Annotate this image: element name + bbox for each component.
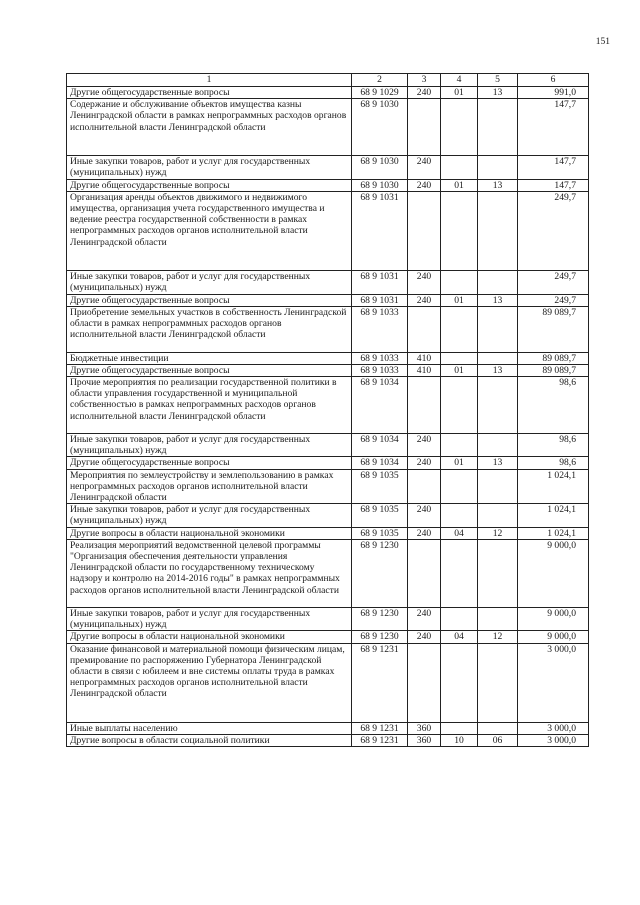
row-expense-type-cell: 240: [408, 457, 441, 469]
table-row: [67, 191, 589, 270]
table-row: [67, 608, 589, 631]
row-subsection-cell: [478, 469, 518, 504]
row-expense-type-cell: 240: [408, 631, 441, 643]
row-expense-type-cell: [408, 469, 441, 504]
table-row: [67, 87, 589, 99]
row-section-cell: [441, 723, 478, 735]
row-sum-cell: 1 024,1: [518, 469, 589, 504]
row-name-cell: Иные закупки товаров, работ и услуг для государственных (муниципальных) нужд: [67, 608, 352, 631]
row-subsection-cell: 13: [478, 179, 518, 191]
row-name-cell: Другие общегосударственные вопросы: [67, 179, 352, 191]
row-name-cell: Другие вопросы в области национальной экономики: [67, 631, 352, 643]
row-expense-type-cell: [408, 377, 441, 434]
row-code-cell: 68 9 1033: [352, 364, 408, 376]
row-subsection-cell: [478, 156, 518, 179]
row-code-cell: 68 9 1031: [352, 294, 408, 306]
table-row: [67, 99, 589, 156]
row-subsection-cell: [478, 504, 518, 527]
row-code-cell: 68 9 1033: [352, 306, 408, 352]
row-sum-cell: 98,6: [518, 457, 589, 469]
row-subsection-cell: [478, 608, 518, 631]
row-section-cell: 04: [441, 631, 478, 643]
row-name-cell: Иные выплаты населению: [67, 723, 352, 735]
row-sum-cell: 98,6: [518, 434, 589, 457]
row-expense-type-cell: 240: [408, 156, 441, 179]
table-row: [67, 735, 589, 747]
table-row: [67, 539, 589, 607]
row-section-cell: [441, 643, 478, 722]
row-sum-cell: 98,6: [518, 377, 589, 434]
row-expense-type-cell: 410: [408, 352, 441, 364]
column-number-row: [67, 74, 589, 87]
row-name-cell: Другие вопросы в области национальной экономики: [67, 527, 352, 539]
row-code-cell: 68 9 1034: [352, 377, 408, 434]
row-name-cell: Реализация мероприятий ведомственной целевой программы "Организация обеспечения деятельности управления Ленинградской области по государственному техническому надзору и контролю на 2014-2016 годы" в рамках непрограммных расходов органов исполнительной власти Ленинградской области: [67, 539, 352, 607]
row-sum-cell: 3 000,0: [518, 643, 589, 722]
row-subsection-cell: [478, 352, 518, 364]
row-expense-type-cell: 360: [408, 723, 441, 735]
row-code-cell: 68 9 1230: [352, 631, 408, 643]
row-sum-cell: 147,7: [518, 99, 589, 156]
row-section-cell: 01: [441, 457, 478, 469]
row-code-cell: 68 9 1230: [352, 539, 408, 607]
row-name-cell: Прочие мероприятия по реализации государственной политики в области управления государственной и муниципальной собственностью в рамках непрограммных расходов органов исполнительной власти Ленинградской области: [67, 377, 352, 434]
table-row: [67, 156, 589, 179]
table-row: [67, 457, 589, 469]
row-section-cell: [441, 191, 478, 270]
table-row: [67, 306, 589, 352]
row-sum-cell: 89 089,7: [518, 306, 589, 352]
row-expense-type-cell: 240: [408, 504, 441, 527]
row-section-cell: [441, 539, 478, 607]
row-sum-cell: 1 024,1: [518, 527, 589, 539]
page-number: 151: [595, 37, 610, 47]
row-section-cell: [441, 377, 478, 434]
row-name-cell: Другие общегосударственные вопросы: [67, 294, 352, 306]
row-name-cell: Бюджетные инвестиции: [67, 352, 352, 364]
row-sum-cell: 249,7: [518, 191, 589, 270]
row-subsection-cell: 12: [478, 527, 518, 539]
row-sum-cell: 9 000,0: [518, 539, 589, 607]
row-section-cell: 01: [441, 179, 478, 191]
row-section-cell: [441, 434, 478, 457]
row-name-cell: Другие вопросы в области социальной политики: [67, 735, 352, 747]
table-row: [67, 364, 589, 376]
row-expense-type-cell: [408, 539, 441, 607]
table-row: [67, 271, 589, 294]
row-name-cell: Мероприятия по землеустройству и землепользованию в рамках непрограммных расходов органов исполнительной власти Ленинградской области: [67, 469, 352, 504]
row-section-cell: [441, 608, 478, 631]
row-section-cell: [441, 156, 478, 179]
row-name-cell: Другие общегосударственные вопросы: [67, 364, 352, 376]
row-section-cell: 01: [441, 294, 478, 306]
row-name-cell: Иные закупки товаров, работ и услуг для государственных (муниципальных) нужд: [67, 504, 352, 527]
column-header-6: 6: [518, 74, 589, 87]
row-code-cell: 68 9 1033: [352, 352, 408, 364]
row-section-cell: [441, 504, 478, 527]
row-section-cell: 10: [441, 735, 478, 747]
column-header-2: 2: [352, 74, 408, 87]
row-code-cell: 68 9 1035: [352, 469, 408, 504]
row-expense-type-cell: 360: [408, 735, 441, 747]
row-expense-type-cell: 240: [408, 608, 441, 631]
row-sum-cell: 249,7: [518, 271, 589, 294]
row-subsection-cell: [478, 434, 518, 457]
row-subsection-cell: 13: [478, 294, 518, 306]
row-name-cell: Другие общегосударственные вопросы: [67, 457, 352, 469]
row-name-cell: Оказание финансовой и материальной помощи физическим лицам, премирование по распоряжению Губернатора Ленинградской области в связи с юбилеем и вне системы оплаты труда в рамках непрограммных расходов органов исполнительной власти Ленинградской области: [67, 643, 352, 722]
row-subsection-cell: [478, 723, 518, 735]
table-row: [67, 469, 589, 504]
row-code-cell: 68 9 1030: [352, 99, 408, 156]
row-code-cell: 68 9 1031: [352, 191, 408, 270]
row-sum-cell: 147,7: [518, 156, 589, 179]
row-expense-type-cell: [408, 643, 441, 722]
row-expense-type-cell: 240: [408, 294, 441, 306]
table-row: [67, 352, 589, 364]
row-name-cell: Содержание и обслуживание объектов имущества казны Ленинградской области в рамках непрограммных расходов органов исполнительной власти Ленинградской области: [67, 99, 352, 156]
table-row: [67, 504, 589, 527]
row-expense-type-cell: 240: [408, 87, 441, 99]
row-sum-cell: 147,7: [518, 179, 589, 191]
row-code-cell: 68 9 1231: [352, 643, 408, 722]
row-code-cell: 68 9 1030: [352, 156, 408, 179]
table-row: [67, 723, 589, 735]
row-section-cell: [441, 271, 478, 294]
row-subsection-cell: [478, 539, 518, 607]
row-expense-type-cell: [408, 306, 441, 352]
row-name-cell: Организация аренды объектов движимого и недвижимого имущества, организация учета государственного имущества и ведение реестра государственной собственности в рамках непрограммных расходов органов исполнительной власти Ленинградской области: [67, 191, 352, 270]
row-subsection-cell: 12: [478, 631, 518, 643]
row-sum-cell: 991,0: [518, 87, 589, 99]
row-subsection-cell: [478, 377, 518, 434]
row-subsection-cell: [478, 306, 518, 352]
column-header-3: 3: [408, 74, 441, 87]
table-row: [67, 179, 589, 191]
row-name-cell: Иные закупки товаров, работ и услуг для государственных (муниципальных) нужд: [67, 156, 352, 179]
row-subsection-cell: 13: [478, 87, 518, 99]
row-expense-type-cell: [408, 99, 441, 156]
row-sum-cell: 3 000,0: [518, 735, 589, 747]
row-expense-type-cell: 240: [408, 527, 441, 539]
row-sum-cell: 9 000,0: [518, 631, 589, 643]
column-header-4: 4: [441, 74, 478, 87]
table-row: [67, 377, 589, 434]
row-section-cell: [441, 306, 478, 352]
row-name-cell: Иные закупки товаров, работ и услуг для государственных (муниципальных) нужд: [67, 271, 352, 294]
row-expense-type-cell: 240: [408, 179, 441, 191]
row-subsection-cell: [478, 271, 518, 294]
row-sum-cell: 3 000,0: [518, 723, 589, 735]
row-section-cell: [441, 352, 478, 364]
row-expense-type-cell: 240: [408, 434, 441, 457]
row-sum-cell: 89 089,7: [518, 364, 589, 376]
row-section-cell: 04: [441, 527, 478, 539]
table-row: [67, 631, 589, 643]
row-subsection-cell: [478, 643, 518, 722]
row-subsection-cell: 06: [478, 735, 518, 747]
row-expense-type-cell: [408, 191, 441, 270]
row-section-cell: [441, 469, 478, 504]
row-code-cell: 68 9 1035: [352, 504, 408, 527]
row-code-cell: 68 9 1231: [352, 723, 408, 735]
table-row: [67, 527, 589, 539]
budget-table: [66, 73, 589, 747]
column-header-5: 5: [478, 74, 518, 87]
row-code-cell: 68 9 1029: [352, 87, 408, 99]
budget-table-body: [67, 74, 589, 747]
row-section-cell: 01: [441, 364, 478, 376]
row-code-cell: 68 9 1030: [352, 179, 408, 191]
row-code-cell: 68 9 1230: [352, 608, 408, 631]
row-name-cell: Другие общегосударственные вопросы: [67, 87, 352, 99]
row-sum-cell: 9 000,0: [518, 608, 589, 631]
row-expense-type-cell: 240: [408, 271, 441, 294]
row-section-cell: [441, 99, 478, 156]
row-code-cell: 68 9 1034: [352, 457, 408, 469]
table-row: [67, 294, 589, 306]
row-expense-type-cell: 410: [408, 364, 441, 376]
row-sum-cell: 1 024,1: [518, 504, 589, 527]
row-code-cell: 68 9 1031: [352, 271, 408, 294]
table-row: [67, 434, 589, 457]
row-subsection-cell: [478, 99, 518, 156]
row-subsection-cell: 13: [478, 457, 518, 469]
table-row: [67, 643, 589, 722]
row-code-cell: 68 9 1034: [352, 434, 408, 457]
row-sum-cell: 89 089,7: [518, 352, 589, 364]
row-name-cell: Приобретение земельных участков в собственность Ленинградской области в рамках непрограммных расходов органов исполнительной власти Ленинградской области: [67, 306, 352, 352]
column-header-1: 1: [67, 74, 352, 87]
row-subsection-cell: [478, 191, 518, 270]
row-section-cell: 01: [441, 87, 478, 99]
row-code-cell: 68 9 1231: [352, 735, 408, 747]
row-code-cell: 68 9 1035: [352, 527, 408, 539]
row-subsection-cell: 13: [478, 364, 518, 376]
row-name-cell: Иные закупки товаров, работ и услуг для государственных (муниципальных) нужд: [67, 434, 352, 457]
row-sum-cell: 249,7: [518, 294, 589, 306]
